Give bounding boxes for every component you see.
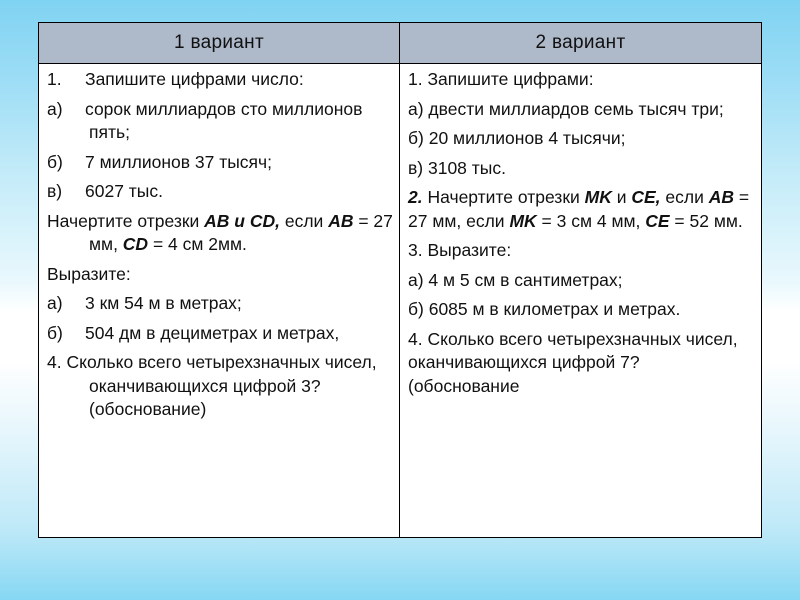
variants-table	[38, 22, 762, 538]
header-variant-2: 2 вариант	[400, 23, 762, 64]
v1-task-4: 4. Сколько всего четырехзначных чисел, оканчивающихся цифрой 3? (обоснование)	[47, 352, 377, 419]
header-variant-1: 1 вариант	[39, 23, 400, 64]
v2-task-3: 3. Выразите:	[408, 240, 512, 260]
table-row	[39, 64, 762, 538]
v1-task-1b: б) 7 миллионов 37 тысяч;	[47, 151, 273, 172]
v2-task-4: 4. Сколько всего четырехзначных чисел, оканчивающихся цифрой 7? (обоснование	[408, 328, 738, 396]
v2-task-1c: в) 3108 тыс.	[408, 157, 506, 178]
v1-task-1a: а) сорок миллиардов сто миллионов пять;	[47, 98, 363, 142]
v2-task-1b: б) 20 миллионов 4 тысячи;	[408, 128, 626, 148]
v1-task-3b: б) 504 дм в дециметрах и метрах,	[47, 322, 340, 343]
v2-task-1: 1. Запишите цифрами:	[408, 69, 594, 89]
v2-task-2: 2. Начертите отрезки MK и CE, если AB = 27 мм, если MK = 3 см 4 мм, CE = 52 мм.	[408, 187, 750, 231]
variant-2-cell	[400, 64, 762, 538]
v1-task-3a: а) 3 км 54 м в метрах;	[47, 293, 242, 313]
v1-task-1: 1. Запишите цифрами число:	[47, 69, 304, 89]
v2-task-1a: а) двести миллиардов семь тысяч три;	[408, 98, 724, 119]
variant-1-cell	[39, 64, 400, 538]
v1-task-1c: в) 6027 тыс.	[47, 181, 163, 201]
table-header-row	[39, 23, 762, 64]
v2-task-3a: а) 4 м 5 см в сантиметрах;	[408, 269, 623, 290]
v1-task-2: Начертите отрезки AB и CD, если AB = 27 мм, CD = 4 см 2мм.	[47, 210, 393, 254]
v1-task-3: Выразите:	[47, 263, 131, 284]
v2-task-3b: б) 6085 м в километрах и метрах.	[408, 299, 681, 319]
